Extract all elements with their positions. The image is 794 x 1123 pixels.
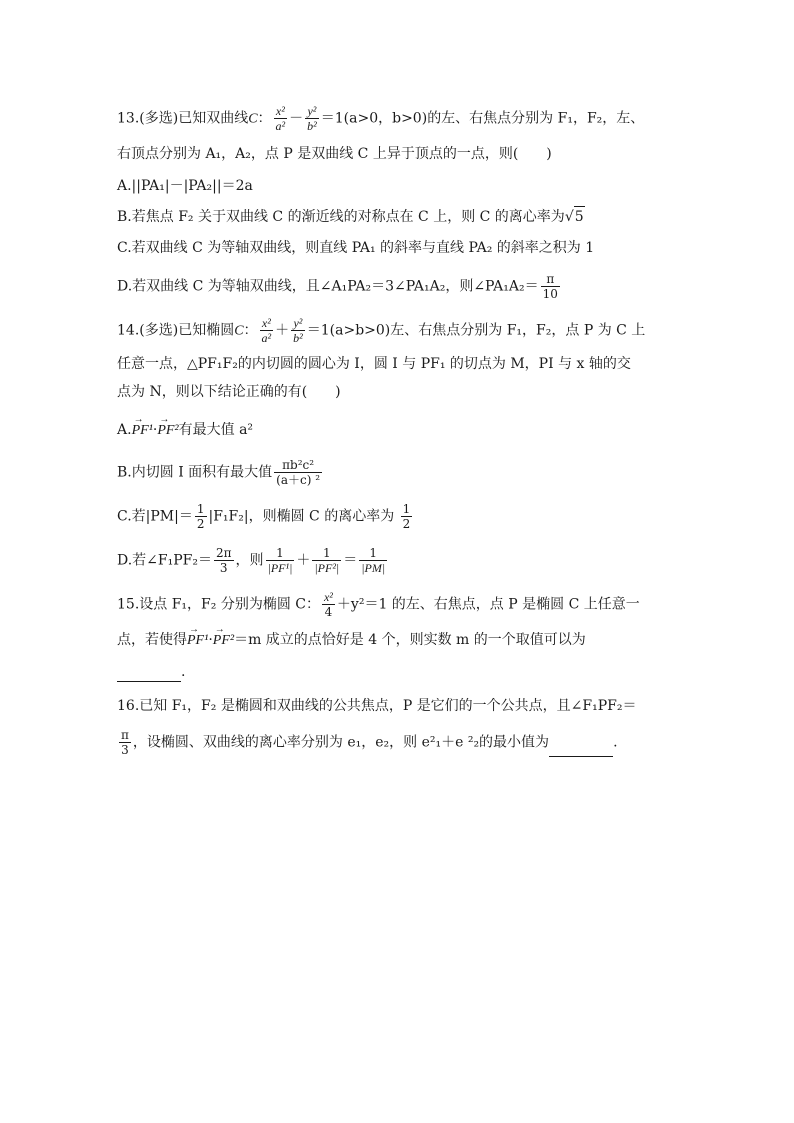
q14-line-2: 任意一点，△PF₁F₂的内切圆的圆心为 I，圆 I 与 PF₁ 的切点为 M，PI 与 x 轴的交 [117,356,631,372]
fraction-pi-3: $\frac{\pi}{3}$ [121,728,129,757]
q13-option-a: A.||PA₁|－|PA₂||＝2a [117,178,253,194]
vector-pf2: → PF² [157,421,178,441]
q14-line-3: 点为 N，则以下结论正确的有( ) [117,384,341,400]
q13-option-c: C.若双曲线 C 为等轴双曲线，则直线 PA₁ 的斜率与直线 PA₂ 的斜率之积为 1 [117,240,595,256]
fraction-x2-a2: $\frac{\text{x²}}{\text{a²}}$ [275,104,286,133]
q13-line-2: 右顶点分别为 A₁，A₂，点 P 是双曲线 C 上异于顶点的一点，则( ) [117,146,552,162]
answer-blank[interactable] [117,669,181,682]
sqrt-value: 5 [574,206,585,227]
fraction-y2-b2: $\frac{\text{y²}}{\text{b²}}$ [307,104,317,133]
q13-option-d: D.若双曲线 C 为等轴双曲线，且∠A₁PA₂＝3∠PA₁A₂，则∠PA₁A₂＝ $\frac{\pi}{10}$ [117,272,558,301]
question-number: 16. [117,698,140,714]
fraction-half: $\frac{1}{2}$ [402,502,411,531]
answer-blank[interactable] [549,744,613,757]
q16-line-2: $\frac{\pi}{3}$ ，设椭圆、双曲线的离心率分别为 e₁，e₂，则 e²₁＋e ²₂的最小值为 . [121,728,618,757]
question-number: 15. [117,596,140,613]
fraction-y2-b2: $\frac{\text{y²}}{\text{b²}}$ [293,316,303,345]
fraction-half: $\frac{1}{2}$ [196,502,205,531]
q16-line-1: 16.已知 F₁，F₂ 是椭圆和双曲线的公共焦点，P 是它们的一个公共点，且∠F₁PF₂＝ [117,698,637,714]
multi-select-tag: (多选) [139,110,179,127]
q14-line-1: 14.(多选)已知椭圆C： $\frac{\text{x²}}{\text{a²}}$ ＋ $\frac{\text{y²}}{\text{b²}}$ ＝1(a>b>0)左、右焦点分别为 F₁，F₂，点 P 为 C 上 [117,316,646,345]
q15-line-1: 15.设点 F₁，F₂ 分别为椭圆 C： $\frac{\text{x²}}{4}$ ＋y²＝1 的左、右焦点，点 P 是椭圆 C 上任意一 [117,590,640,619]
fraction-x2-a2: $\frac{\text{x²}}{\text{a²}}$ [261,316,272,345]
q13-option-b: B.若焦点 F₂ 关于双曲线 C 的渐近线的对称点在 C 上，则 C 的离心率为√5 [117,206,682,227]
fraction-area: $\frac{\text{πb²c²}}{\text{(a＋c) ²}}$ [276,458,321,487]
q14-option-a: A.→ PF¹·→ PF²有最大值 a² [117,420,682,441]
question-number: 13. [117,110,140,127]
q15-line-2: 点，若使得→ PF¹·→ PF²＝m 成立的点恰好是 4 个，则实数 m 的一个取值可以为 [117,630,682,651]
multi-select-tag: (多选) [139,322,179,339]
q14-option-c: C.若|PM|＝ $\frac{1}{2}$ |F₁F₂|，则椭圆 C 的离心率为 $\frac{1}{2}$ [117,502,411,531]
q15-answer-line: . [117,662,682,682]
vector-pf1: → PF¹ [132,421,153,441]
q14-option-d: D.若∠F₁PF₂＝ $\frac{2\pi}{3}$ ，则 $\frac{1}{\text{|PF¹|}}$ ＋ $\frac{1}{\text{|PF²|}}$ ＝ $\frac{1}{|PM|}$ [117,546,386,575]
vector-pf2: → PF² [213,631,234,651]
fraction-x2-4: $\frac{\text{x²}}{4}$ [323,590,333,619]
vector-pf1: → PF¹ [187,631,208,651]
q13-line-1: 13.(多选)已知双曲线C： $\frac{\text{x²}}{\text{a²}}$ － $\frac{\text{y²}}{\text{b²}}$ ＝1(a>0，b>0)的左、右焦点分别为 F₁，F₂，左、 [117,104,645,133]
q14-option-b: B.内切圆 I 面积有最大值 $\frac{\text{πb²c²}}{\text{(a＋c) ²}}$ [117,458,321,487]
question-number: 14. [117,322,140,339]
fraction-pi-10: $\frac{\pi}{10}$ [542,272,558,301]
fraction-2pi-3: $\frac{2\pi}{3}$ [215,546,232,575]
